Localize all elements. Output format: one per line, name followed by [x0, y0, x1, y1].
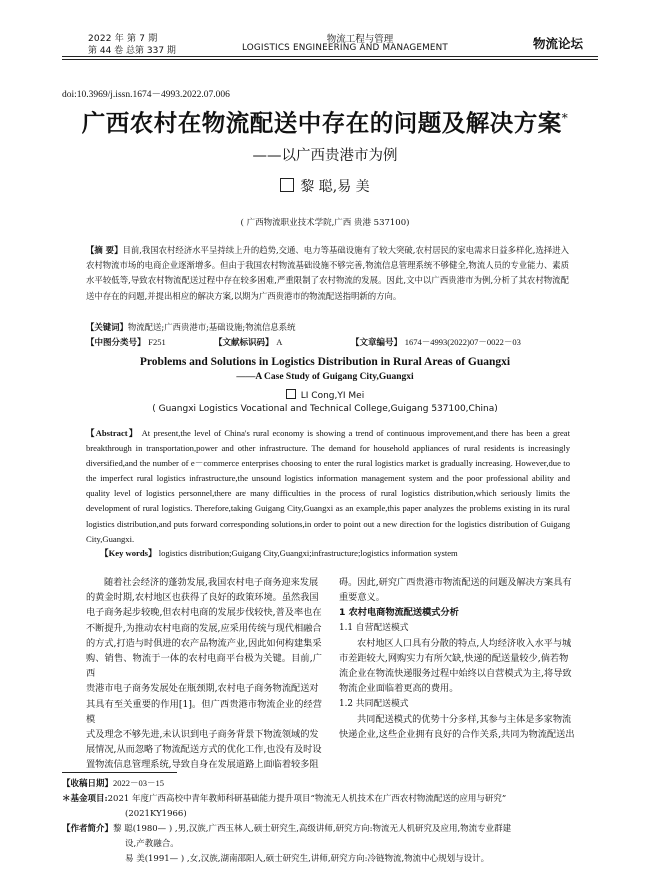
affiliation: ( 广西物流职业技术学院,广西 贵港 537100) — [240, 218, 410, 228]
header-rule — [62, 56, 598, 57]
author-box-icon — [280, 178, 294, 192]
body-line: 快递企业,这些企业拥有良好的合作关系,共同为物流配送出 — [339, 729, 575, 741]
clc-value: F251 — [148, 337, 166, 347]
received-label: 【收稿日期】 — [62, 779, 114, 789]
english-author-names: LI Cong,YI Mei — [300, 391, 365, 401]
journal-name-cn: 物流工程与管理 — [326, 34, 394, 45]
subsection-heading-1-2: 1.2 共同配送模式 — [339, 698, 409, 709]
article-no — [351, 336, 521, 348]
fund-text: 2021 年度广西高校中青年教师科研基础能力提升项目“物流无人机技术在广西农村物流配送的应用与研究” — [107, 794, 507, 804]
authors — [150, 176, 500, 196]
bio-1-text: 黎 聪(1980— ) ,男,汉族,广西玉林人,硕士研究生,高级讲师,研究方向:物流无人机研究及应用,物流专业群建 — [113, 824, 512, 834]
bio-label: 【作者简介】 — [62, 824, 114, 834]
paper-subtitle: ——以广西贵港市为例 — [252, 148, 398, 164]
body-line: 置物流信息管理系统,导致自身在发展道路上面临着较多阻 — [86, 759, 319, 771]
keywords-en-label: 【Key words】 — [100, 548, 157, 558]
received-value: 2022－03－15 — [113, 778, 165, 788]
keywords-cn-text: 物流配送;广西贵港市;基础设施;物流信息系统 — [127, 322, 296, 332]
body-line: 式及理念不够先进,未认识到电子商务背景下物流领域的发 — [86, 729, 319, 741]
doc-code-value: A — [276, 337, 283, 347]
body-line: 共同配送模式的优势十分多样,其参与主体是多家物流 — [357, 713, 572, 725]
fund-note-cont: (2021KY1966) — [125, 809, 187, 819]
english-affiliation: ( Guangxi Logistics Vocational and Technical College,Guigang 537100,China) — [152, 404, 498, 414]
abstract-cn-text: 目前,我国农村经济水平呈持续上升的趋势,交通、电力等基础设施有了较大突破,农村居民的家电需求日益多样化,选择进入农村物流市场的电商企业逐渐增多。但由于我国农村物流基础设施不够完善,物流信息管理系统不够健全,物流人员的专业能力、素质水平较低等,导致农村物流配送过程中存在较多困难,严重限制了农村物流的发展。因此,文中以广西贵港市为例,分析了其农村物流配送中存在的问题,并提出相应的解决方案,以期为广西贵港市的物流配送指明新的方向。 — [86, 245, 569, 301]
issue-info: 2022 年 第 7 期 — [88, 34, 158, 44]
volume-info: 第 44 卷 总第 337 期 — [88, 46, 176, 56]
fund-note — [62, 792, 602, 807]
keywords-en — [100, 547, 580, 559]
author-bio-1-cont: 设,产教融合。 — [125, 839, 179, 849]
english-title: Problems and Solutions in Logistics Distribution in Rural Areas of Guangxi — [139, 356, 511, 368]
body-line: 贵港市电子商务发展处在瓶颈期,农村电子商务物流配送对 — [86, 683, 319, 695]
body-line: 流企业在物流快递服务过程中始终以自营模式为主,将导致 — [339, 668, 572, 680]
section-heading-1: 1 农村电商物流配送模式分析 — [339, 607, 459, 619]
footnote-rule — [62, 772, 177, 773]
clc — [86, 336, 166, 348]
journal-name-en: LOGISTICS ENGINEERING AND MANAGEMENT — [241, 43, 449, 53]
body-line: 市差距较大,网购实力有所欠缺,快递的配送量较少,倘若物 — [339, 653, 569, 665]
header-rule-thin — [62, 59, 598, 60]
author-box-icon — [286, 389, 296, 399]
fund-label: ＊基金项目: — [62, 794, 108, 804]
body-line: 农村地区人口具有分散的特点,人均经济收入水平与城 — [357, 637, 572, 649]
doi: doi:10.3969/j.issn.1674－4993.2022.07.006 — [62, 90, 230, 100]
body-right-column — [339, 575, 575, 742]
abstract-en-label: 【Abstract】 — [86, 428, 139, 438]
article-no-value: 1674－4993(2022)07－0022－03 — [404, 337, 521, 347]
article-no-label: 【文章编号】 — [351, 338, 403, 348]
subsection-heading-1-1: 1.1 自营配送模式 — [339, 622, 409, 633]
section-name: 物流论坛 — [533, 36, 584, 51]
keywords-cn-label: 【关键词】 — [86, 322, 128, 332]
abstract-en — [86, 426, 570, 547]
body-line: 碍。因此,研究广西贵港市物流配送的问题及解决方案具有 — [339, 577, 572, 588]
body-line: 物流企业面临着更高的费用。 — [339, 683, 459, 695]
body-line: 购、销售、物流于一体的农村电商平台极为关键。目前,广西 — [86, 653, 322, 680]
abstract-cn-label: 【摘 要】 — [86, 245, 123, 255]
body-line: 随着社会经济的蓬勃发展,我国农村电子商务迎来发展 — [104, 577, 319, 588]
body-line: 重要意义。 — [339, 592, 385, 604]
body-line: 的方式,打造与时俱进的农产品物流产业,因此如何构建集采 — [86, 637, 322, 649]
paper-title — [40, 104, 610, 138]
body-line: 的黄金时期,农村地区也获得了良好的政策环境。虽然我国 — [86, 592, 319, 604]
body-line: 其具有至关重要的作用[1]。但广西贵港市物流企业的经营模 — [86, 698, 322, 725]
keywords-cn — [86, 321, 569, 333]
title-text: 广西农村在物流配送中存在的问题及解决方案 — [81, 109, 562, 137]
body-line: 电子商务起步较晚,但农村电商的发展步伐较快,普及率也在 — [86, 607, 322, 619]
keywords-en-text: logistics distribution;Guigang City,Guangxi;infrastructure;logistics information system — [158, 548, 458, 558]
english-authors — [60, 389, 590, 401]
title-footnote-mark: * — [561, 111, 569, 126]
abstract-en-text: At present,the level of China's rural economy is showing a trend of continuous improvement,and there has been a great breakthrough in transportation,power and other infrastructure. The demand for household appliances of rural residents is increasingly diversified,and the number of e－commerce enterprises choosing to enter the rural logistics market is gradually increasing. However,due to the imperfect rural logistics infrastructure,the unsound logistics information management system and the poor professional ability and quality level of logistics personnel,there are many difficulties in the process of rural logistics distribution,which seriously limits the development of rural logistics. Therefore,taking Guigang City,Guangxi as an example,this paper analyzes the problems existing in its rural logistics distribution,and puts forward corresponding solutions,in order to point out a new direction for the logistics distribution of Guigang City,Guangxi. — [86, 428, 570, 544]
footnotes — [62, 776, 602, 867]
author-bio-2: 易 美(1991— ) ,女,汉族,湖南邵阳人,硕士研究生,讲师,研究方向:冷链物流,物流中心规划与设计。 — [125, 854, 490, 864]
body-line: 展情况,从而忽略了物流配送方式的优化工作,也没有及时设 — [86, 744, 322, 756]
english-subtitle: ——A Case Study of Guigang City,Guangxi — [236, 372, 414, 382]
author-bio-1 — [62, 822, 602, 837]
received-date — [62, 776, 602, 792]
clc-label: 【中图分类号】 — [86, 338, 146, 348]
body-line: 不断提升,为推动农村电商的发展,应采用传统与现代相融合 — [86, 622, 322, 634]
doc-code-label: 【文献标识码】 — [214, 338, 274, 348]
author-names: 黎 聪,易 美 — [300, 179, 370, 195]
abstract-cn — [86, 243, 569, 304]
body-left-column — [86, 575, 322, 773]
doc-code — [214, 336, 282, 348]
